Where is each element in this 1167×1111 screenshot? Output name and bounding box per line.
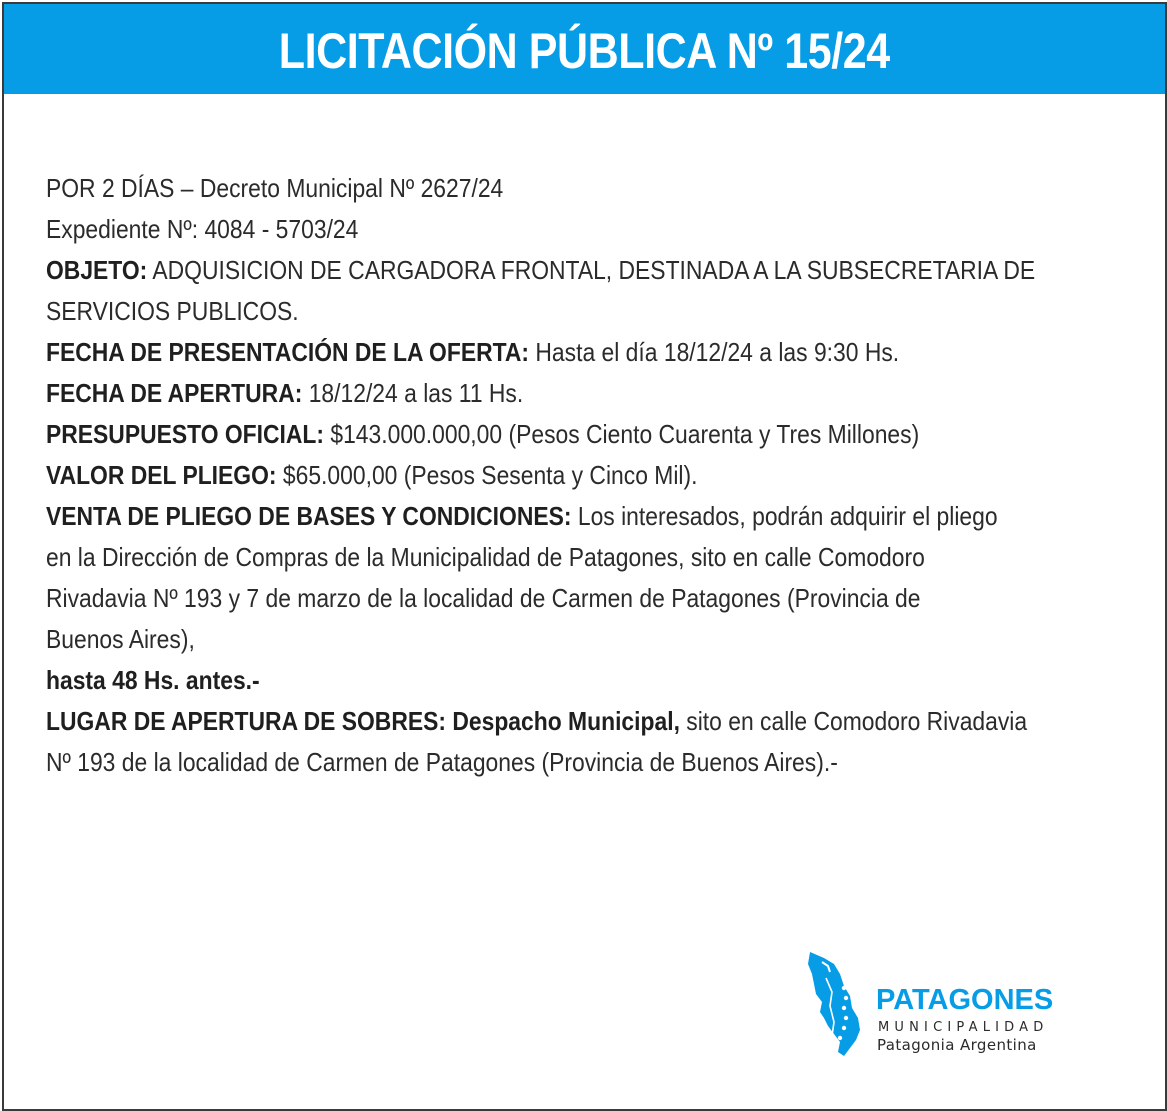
logo-tagline: Patagonia Argentina — [877, 1036, 1037, 1054]
presupuesto-line — [46, 414, 1014, 455]
venta-pliego-value: Los interesados, podrán adquirir el pliego — [571, 501, 998, 531]
lugar-apertura-line — [46, 701, 1028, 742]
fecha-apertura-value: 18/12/24 a las 11 Hs. — [302, 378, 524, 408]
objeto-line-2: SERVICIOS PUBLICOS. — [46, 296, 299, 326]
fecha-presentacion-line — [46, 332, 1014, 373]
venta-pliego-line-3: Rivadavia Nº 193 y 7 de marzo de la localidad de Carmen de Patagones (Provincia de — [46, 583, 921, 613]
fecha-presentacion-label: FECHA DE PRESENTACIÓN DE LA OFERTA: — [46, 337, 530, 367]
hasta-text: hasta 48 Hs. antes.- — [46, 665, 260, 695]
hasta-line — [46, 660, 1014, 701]
lugar-apertura-value: sito en calle Comodoro Rivadavia — [679, 706, 1028, 736]
patagones-logo — [804, 948, 1084, 1060]
objeto-label: OBJETO: — [46, 255, 148, 285]
notice-frame — [2, 2, 1167, 1111]
presupuesto-label: PRESUPUESTO OFICIAL: — [46, 419, 324, 449]
fecha-apertura-line — [46, 373, 1014, 414]
venta-pliego-label: VENTA DE PLIEGO DE BASES Y CONDICIONES: — [46, 501, 572, 531]
lugar-apertura-line-2: Nº 193 de la localidad de Carmen de Patagones (Provincia de Buenos Aires).- — [46, 747, 838, 777]
venta-pliego-line — [46, 496, 1014, 537]
lugar-apertura-label: LUGAR DE APERTURA DE SOBRES: Despacho Municipal, — [46, 706, 680, 736]
valor-pliego-line — [46, 455, 1014, 496]
objeto-line — [46, 250, 1036, 291]
objeto-value: ADQUISICION DE CARGADORA FRONTAL, DESTINADA A LA SUBSECRETARIA DE — [147, 255, 1036, 285]
header-banner — [4, 4, 1165, 94]
fecha-presentacion-value: Hasta el día 18/12/24 a las 9:30 Hs. — [529, 337, 900, 367]
page-title: LICITACIÓN PÚBLICA Nº 15/24 — [279, 23, 890, 79]
presupuesto-value: $143.000.000,00 (Pesos Ciento Cuarenta y Tres Millones) — [323, 419, 920, 449]
expediente-line: Expediente Nº: 4084 - 5703/24 — [46, 214, 359, 244]
logo-name: PATAGONES — [876, 984, 1054, 1016]
venta-pliego-line-2: en la Dirección de Compras de la Municipalidad de Patagones, sito en calle Comodoro — [46, 542, 925, 572]
valor-pliego-value: $65.000,00 (Pesos Sesenta y Cinco Mil). — [276, 460, 698, 490]
logo-subtitle: MUNICIPALIDAD — [878, 1020, 1049, 1035]
notice-body — [46, 168, 1146, 783]
valor-pliego-label: VALOR DEL PLIEGO: — [46, 460, 277, 490]
patagones-map-icon — [804, 948, 864, 1058]
venta-pliego-line-4: Buenos Aires), — [46, 624, 195, 654]
fecha-apertura-label: FECHA DE APERTURA: — [46, 378, 303, 408]
publication-line: POR 2 DÍAS – Decreto Municipal Nº 2627/24 — [46, 173, 504, 203]
